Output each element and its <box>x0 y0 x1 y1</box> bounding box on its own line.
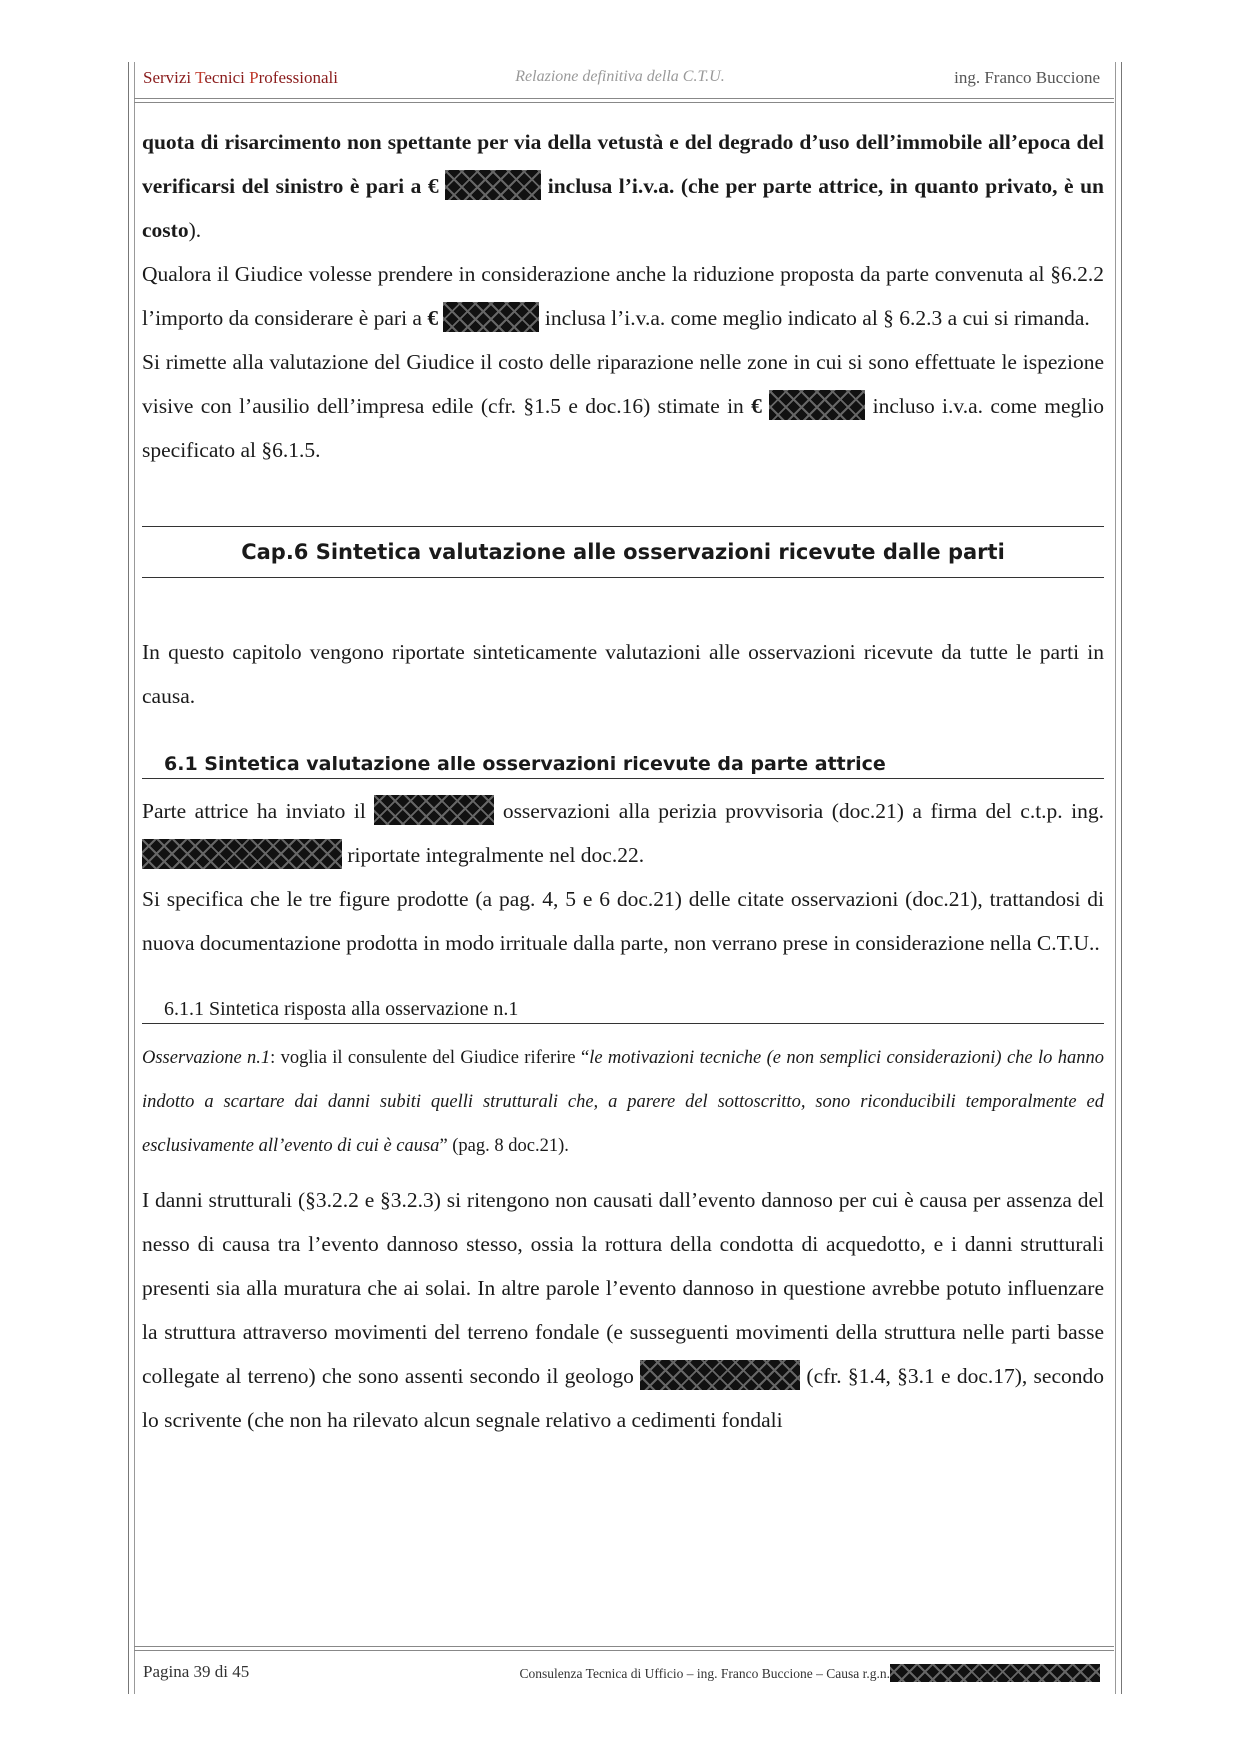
p5-b: osservazioni alla perizia provvisoria (doc.21) a firma del c.t.p. ing. <box>502 799 1105 823</box>
paragraph-4: In questo capitolo vengono riportate sinteticamente valutazioni alle osservazioni ricevute da tutte le parti in causa. <box>142 640 1104 708</box>
paragraph-2 <box>142 252 1104 340</box>
paragraph-5 <box>142 789 1104 877</box>
footer-right-text: Consulenza Tecnica di Ufficio – ing. Franco Buccione – Causa r.g.n. <box>519 1666 890 1681</box>
header-center: Relazione definitiva della C.T.U. <box>515 68 725 85</box>
p1-bold: quota di risarcimento non spettante per via della vetustà e del degrado d’uso dell’immobile all’epoca del verificarsi del sinistro è pari a € <box>142 130 1104 198</box>
p5-a: Parte attrice ha inviato il <box>142 799 366 823</box>
paragraph-3 <box>142 340 1104 472</box>
p1-bold2: inclusa l’i.v.a. (che per parte attrice, in quanto privato, è un costo <box>142 174 1105 242</box>
redaction-block <box>142 839 342 869</box>
header-left-e: rofessionali <box>258 68 338 87</box>
p7-a: I danni strutturali (§3.2.2 e §3.2.3) si ritengono non causati dall’evento dannoso per cui è causa per assenza del nesso di causa tra l’evento dannoso stesso, ossia la rottura della condotta di acquedotto, e i danni strutturali presenti sia alla muratura che ai solai. In altre parole l’evento dannoso in questione avrebbe potuto influenzare la struttura attraverso movimenti del terreno fondale (e susseguenti movimenti della struttura nelle parti basse collegate al terreno) che sono assenti secondo il geologo <box>142 1188 1104 1388</box>
header-right: ing. Franco Buccione <box>954 68 1100 87</box>
p7-b: (cfr. §1.4, §3.1 e doc.17), secondo lo scrivente (che non ha rilevato alcun segnale relativo a cedimenti fondali <box>142 1364 1104 1432</box>
obs-quote: le motivazioni tecniche (e non semplici considerazioni) che lo hanno indotto a scartare dai danni subiti quelli strutturali che, a parere del sottoscritto, sono riconducibili temporalmente ed esclusivamente all’evento di cui è causa <box>142 1048 1104 1156</box>
p3-b: incluso i.v.a. come meglio specificato al §6.1.5. <box>142 394 1104 462</box>
redaction-block <box>445 170 541 200</box>
obs-b: ” (pag. 8 doc.21). <box>439 1136 569 1156</box>
p1-end: ). <box>188 218 202 242</box>
p2-euro: € <box>427 306 439 330</box>
header-left-c: ecnici <box>204 68 250 87</box>
header-left-a: Servizi <box>143 68 196 87</box>
redaction-block <box>374 795 494 825</box>
header-left-d: P <box>249 68 259 87</box>
p3-a: Si rimette alla valutazione del Giudice il costo delle riparazione nelle zone in cui si sono effettuate le ispezione visive con l’ausilio dell’impresa edile (cfr. §1.5 e doc.16) stimate in <box>142 350 1104 418</box>
section-heading-6-1: 6.1 Sintetica valutazione alle osservazioni ricevute da parte attrice <box>142 750 1104 779</box>
p3-euro: € <box>751 394 762 418</box>
p2-a: Qualora il Giudice volesse prendere in considerazione anche la riduzione proposta da parte convenuta al §6.2.2 l’importo da considerare è pari a <box>142 262 1104 330</box>
redaction-block <box>769 390 865 420</box>
page-number: Pagina 39 di 45 <box>143 1662 250 1681</box>
p2-b: inclusa l’i.v.a. come meglio indicato al § 6.2.3 a cui si rimanda. <box>544 306 1090 330</box>
redaction-block <box>443 302 539 332</box>
footer-rule <box>134 1650 1114 1651</box>
obs-a: : voglia il consulente del Giudice riferire “ <box>270 1048 590 1068</box>
footer-rule <box>134 1646 1114 1647</box>
footer-right <box>520 1664 1100 1682</box>
obs-label: Osservazione n.1 <box>142 1048 271 1068</box>
observation-1 <box>142 1036 1104 1168</box>
redaction-block <box>890 1664 1100 1682</box>
document-body <box>142 120 1104 1442</box>
paragraph-7 <box>142 1178 1104 1442</box>
header-rule <box>134 102 1114 103</box>
chapter-heading: Cap.6 Sintetica valutazione alle osservazioni ricevute dalle parti <box>142 526 1104 578</box>
section-heading-6-1-1: 6.1.1 Sintetica risposta alla osservazione n.1 <box>142 995 1104 1024</box>
p5-c: riportate integralmente nel doc.22. <box>347 843 645 867</box>
header-left-b: T <box>195 68 205 87</box>
redaction-block <box>640 1360 800 1390</box>
paragraph-6: Si specifica che le tre figure prodotte (a pag. 4, 5 e 6 doc.21) delle citate osservazioni (doc.21), trattandosi di nuova documentazione prodotta in modo irrituale dalla parte, non verrano prese in considerazione nella C.T.U.. <box>142 887 1104 955</box>
header-rule <box>134 98 1114 99</box>
paragraph-1 <box>142 120 1104 252</box>
